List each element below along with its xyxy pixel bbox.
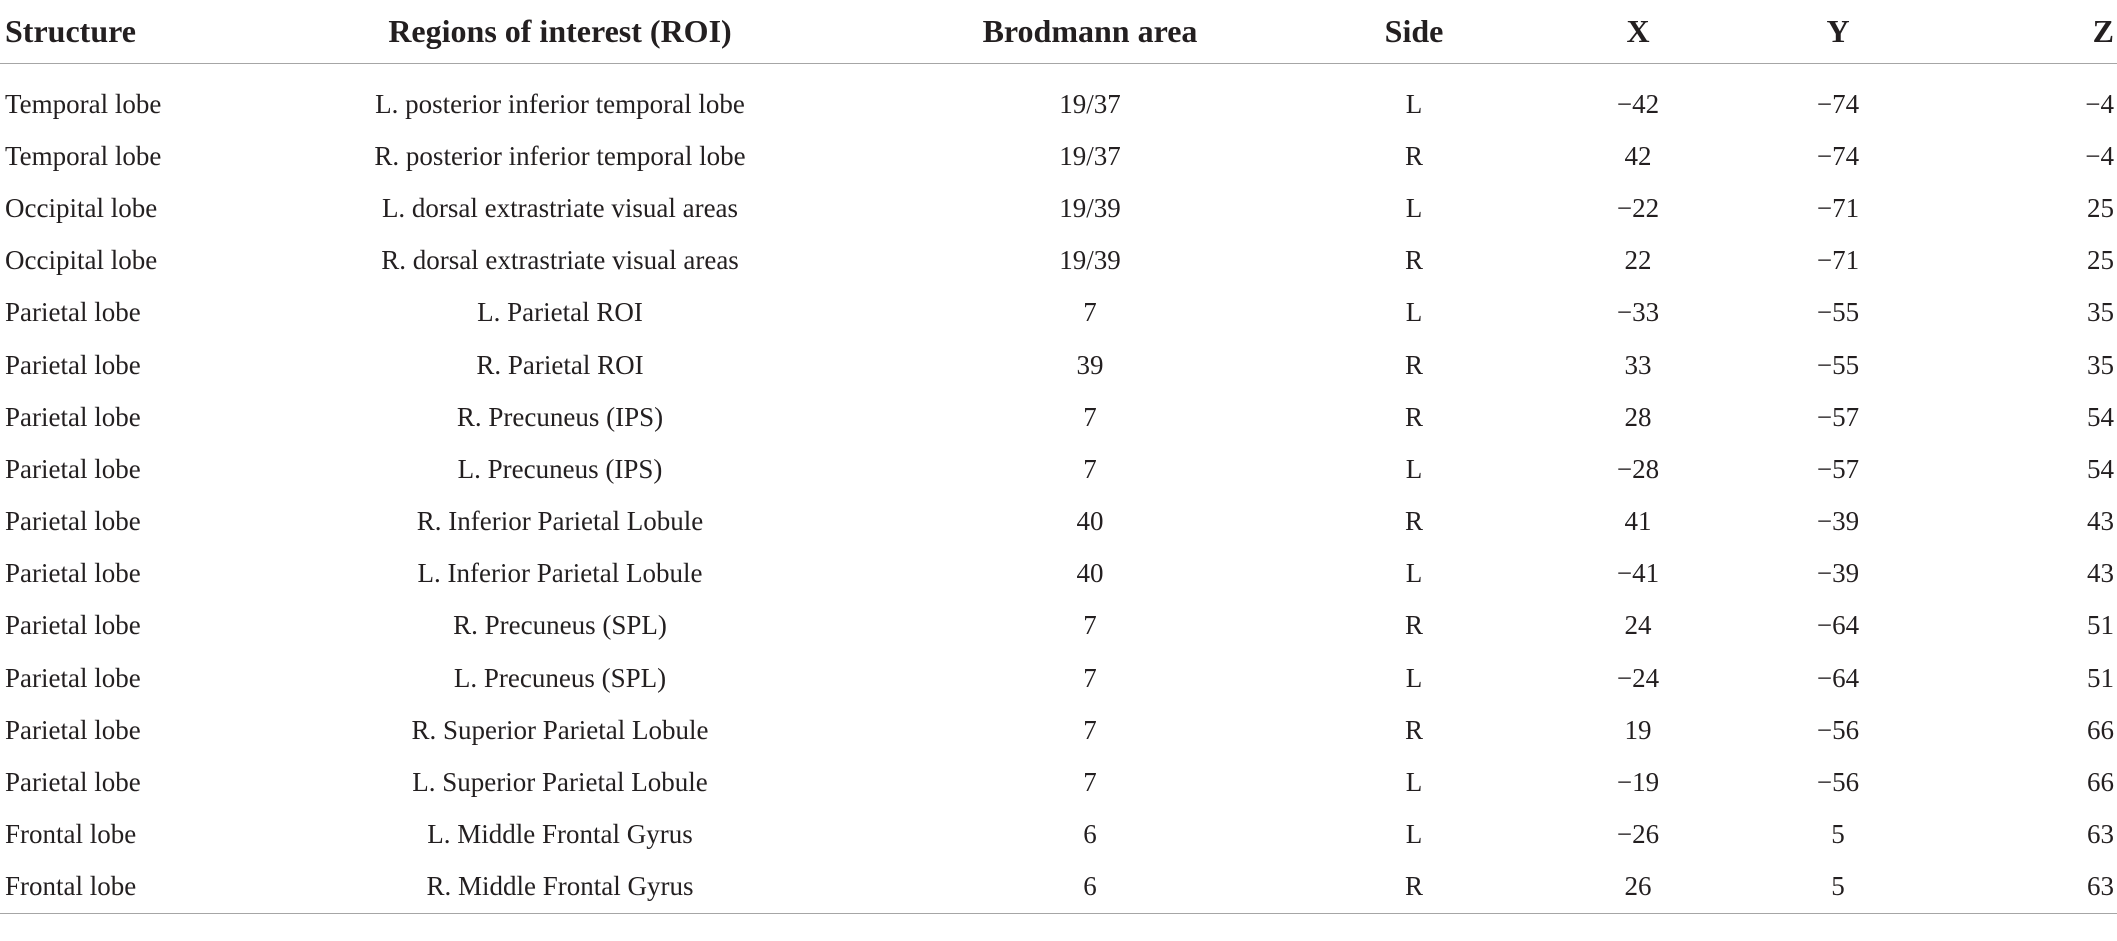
- cell-structure: Parietal lobe: [5, 349, 141, 380]
- cell-z: 43: [2087, 506, 2114, 537]
- cell-y: −64: [1816, 662, 1860, 693]
- table-row: [0, 809, 2117, 861]
- cell-roi: R. dorsal extrastriate visual areas: [381, 245, 739, 276]
- cell-structure: Occipital lobe: [5, 245, 158, 276]
- table-row: [0, 339, 2117, 391]
- cell-side: L: [1405, 558, 1423, 589]
- cell-side: L: [1405, 819, 1423, 850]
- cell-brodmann-area: 6: [1083, 819, 1097, 850]
- cell-side: R: [1404, 245, 1423, 276]
- cell-brodmann-area: 7: [1083, 453, 1097, 484]
- cell-side: R: [1290, 861, 1538, 914]
- cell-y: −57: [1816, 401, 1860, 432]
- cell-y: −56: [1816, 714, 1860, 745]
- cell-z: 54: [2087, 401, 2114, 432]
- cell-structure: Parietal lobe: [5, 401, 141, 432]
- cell-y: 5: [1831, 819, 1845, 850]
- cell-side: L: [1405, 192, 1423, 223]
- header-structure: Structure: [0, 0, 230, 64]
- header-row: [0, 0, 2117, 64]
- cell-side: L: [1405, 662, 1423, 693]
- cell-structure: Parietal lobe: [5, 767, 141, 798]
- header-brodmann-area: Brodmann area: [890, 0, 1290, 64]
- cell-roi: R. Middle Frontal Gyrus: [230, 861, 890, 914]
- cell-roi: L. dorsal extrastriate visual areas: [381, 192, 739, 223]
- cell-roi: L. Superior Parietal Lobule: [412, 767, 708, 798]
- cell-side: R: [1404, 506, 1423, 537]
- cell-y: −55: [1816, 349, 1860, 380]
- cell-y: −74: [1816, 88, 1860, 119]
- cell-brodmann-area: 6: [890, 861, 1290, 914]
- cell-side: R: [1404, 140, 1423, 171]
- cell-y: −71: [1816, 245, 1860, 276]
- header-side: Side: [1290, 0, 1538, 64]
- cell-structure: Temporal lobe: [5, 140, 162, 171]
- cell-brodmann-area: 7: [1083, 767, 1097, 798]
- header-x: X: [1538, 0, 1738, 64]
- table-row: [0, 861, 2117, 914]
- cell-x: 33: [1624, 349, 1652, 380]
- cell-roi: L. Inferior Parietal Lobule: [417, 558, 703, 589]
- cell-z: 25: [2087, 192, 2114, 223]
- cell-y: −39: [1816, 558, 1860, 589]
- cell-y: 5: [1738, 861, 1938, 914]
- cell-brodmann-area: 7: [1083, 297, 1097, 328]
- cell-roi: R. Parietal ROI: [476, 349, 644, 380]
- cell-x: 28: [1624, 401, 1652, 432]
- table-row: [0, 182, 2117, 234]
- table-header: [0, 0, 2117, 64]
- cell-y: −56: [1816, 767, 1860, 798]
- cell-x: −28: [1616, 453, 1660, 484]
- table-row: [0, 496, 2117, 548]
- cell-brodmann-area: 19/39: [1059, 192, 1121, 223]
- cell-brodmann-area: 7: [1083, 610, 1097, 641]
- cell-roi: R. Precuneus (IPS): [456, 401, 664, 432]
- cell-structure: Parietal lobe: [5, 558, 141, 589]
- cell-z: 63: [1938, 861, 2117, 914]
- cell-z: 51: [2087, 662, 2114, 693]
- cell-brodmann-area: 19/37: [1059, 88, 1121, 119]
- cell-side: R: [1404, 349, 1423, 380]
- header-z: Z: [1938, 0, 2117, 64]
- cell-x: −26: [1616, 819, 1660, 850]
- cell-structure: Parietal lobe: [5, 662, 141, 693]
- cell-side: R: [1404, 610, 1423, 641]
- cell-y: −64: [1816, 610, 1860, 641]
- table-row: [0, 287, 2117, 339]
- cell-structure: Parietal lobe: [5, 610, 141, 641]
- cell-x: −24: [1616, 662, 1660, 693]
- cell-x: 19: [1624, 714, 1652, 745]
- header-roi: Regions of interest (ROI): [230, 0, 890, 64]
- cell-y: −57: [1816, 453, 1860, 484]
- cell-side: L: [1405, 767, 1423, 798]
- cell-z: 51: [2087, 610, 2114, 641]
- cell-side: L: [1405, 297, 1423, 328]
- cell-x: 22: [1624, 245, 1652, 276]
- table-row: [0, 548, 2117, 600]
- cell-roi: L. Precuneus (IPS): [457, 453, 663, 484]
- cell-z: 35: [2087, 349, 2114, 380]
- cell-brodmann-area: 19/39: [1059, 245, 1121, 276]
- cell-y: −55: [1816, 297, 1860, 328]
- cell-side: L: [1405, 88, 1423, 119]
- cell-z: 25: [2087, 245, 2114, 276]
- cell-x: −19: [1616, 767, 1660, 798]
- cell-brodmann-area: 7: [1083, 662, 1097, 693]
- table-row: [0, 130, 2117, 182]
- cell-structure: Parietal lobe: [5, 297, 141, 328]
- cell-z: 43: [2087, 558, 2114, 589]
- cell-z: 66: [2087, 767, 2114, 798]
- cell-structure: Parietal lobe: [5, 506, 141, 537]
- table-row: [0, 704, 2117, 756]
- cell-side: L: [1405, 453, 1423, 484]
- cell-roi: R. Superior Parietal Lobule: [411, 714, 709, 745]
- cell-brodmann-area: 7: [1083, 714, 1097, 745]
- cell-structure: Parietal lobe: [5, 453, 141, 484]
- cell-x: 42: [1624, 140, 1652, 171]
- cell-roi: L. Middle Frontal Gyrus: [427, 819, 693, 850]
- cell-side: R: [1404, 401, 1423, 432]
- cell-structure: Parietal lobe: [5, 714, 141, 745]
- cell-z: −4: [2085, 88, 2114, 119]
- cell-roi: L. Parietal ROI: [477, 297, 643, 328]
- cell-x: −42: [1616, 88, 1660, 119]
- cell-z: 66: [2087, 714, 2114, 745]
- cell-z: 54: [2087, 453, 2114, 484]
- cell-side: R: [1404, 714, 1423, 745]
- cell-x: −22: [1616, 192, 1660, 223]
- table-row: [0, 756, 2117, 808]
- cell-roi: R. Inferior Parietal Lobule: [416, 506, 704, 537]
- cell-brodmann-area: 7: [1083, 401, 1097, 432]
- cell-x: 41: [1624, 506, 1652, 537]
- cell-y: −39: [1816, 506, 1860, 537]
- cell-z: 35: [2087, 297, 2114, 328]
- table-row: [0, 600, 2117, 652]
- cell-brodmann-area: 39: [1076, 349, 1104, 380]
- table-row: [0, 652, 2117, 704]
- cell-x: 26: [1538, 861, 1738, 914]
- table-row: [0, 235, 2117, 287]
- cell-roi: L. Precuneus (SPL): [453, 662, 667, 693]
- cell-roi: R. Precuneus (SPL): [453, 610, 667, 641]
- cell-x: 24: [1624, 610, 1652, 641]
- cell-structure: Occipital lobe: [5, 192, 158, 223]
- cell-roi: R. posterior inferior temporal lobe: [374, 140, 746, 171]
- cell-brodmann-area: 40: [1076, 506, 1104, 537]
- cell-brodmann-area: 19/37: [1059, 140, 1121, 171]
- cell-structure: Frontal lobe: [0, 861, 230, 914]
- cell-roi: L. posterior inferior temporal lobe: [375, 88, 745, 119]
- cell-y: −74: [1816, 140, 1860, 171]
- cell-y: −71: [1816, 192, 1860, 223]
- table-row: [0, 443, 2117, 495]
- table-row: [0, 64, 2117, 131]
- table-row: [0, 391, 2117, 443]
- cell-brodmann-area: 40: [1076, 558, 1104, 589]
- cell-z: −4: [2085, 140, 2114, 171]
- header-y: Y: [1738, 0, 1938, 64]
- cell-x: −33: [1616, 297, 1660, 328]
- cell-structure: Frontal lobe: [5, 819, 137, 850]
- table-body: [0, 64, 2117, 914]
- cell-structure: Temporal lobe: [5, 88, 162, 119]
- cell-x: −41: [1616, 558, 1660, 589]
- cell-z: 63: [2087, 819, 2114, 850]
